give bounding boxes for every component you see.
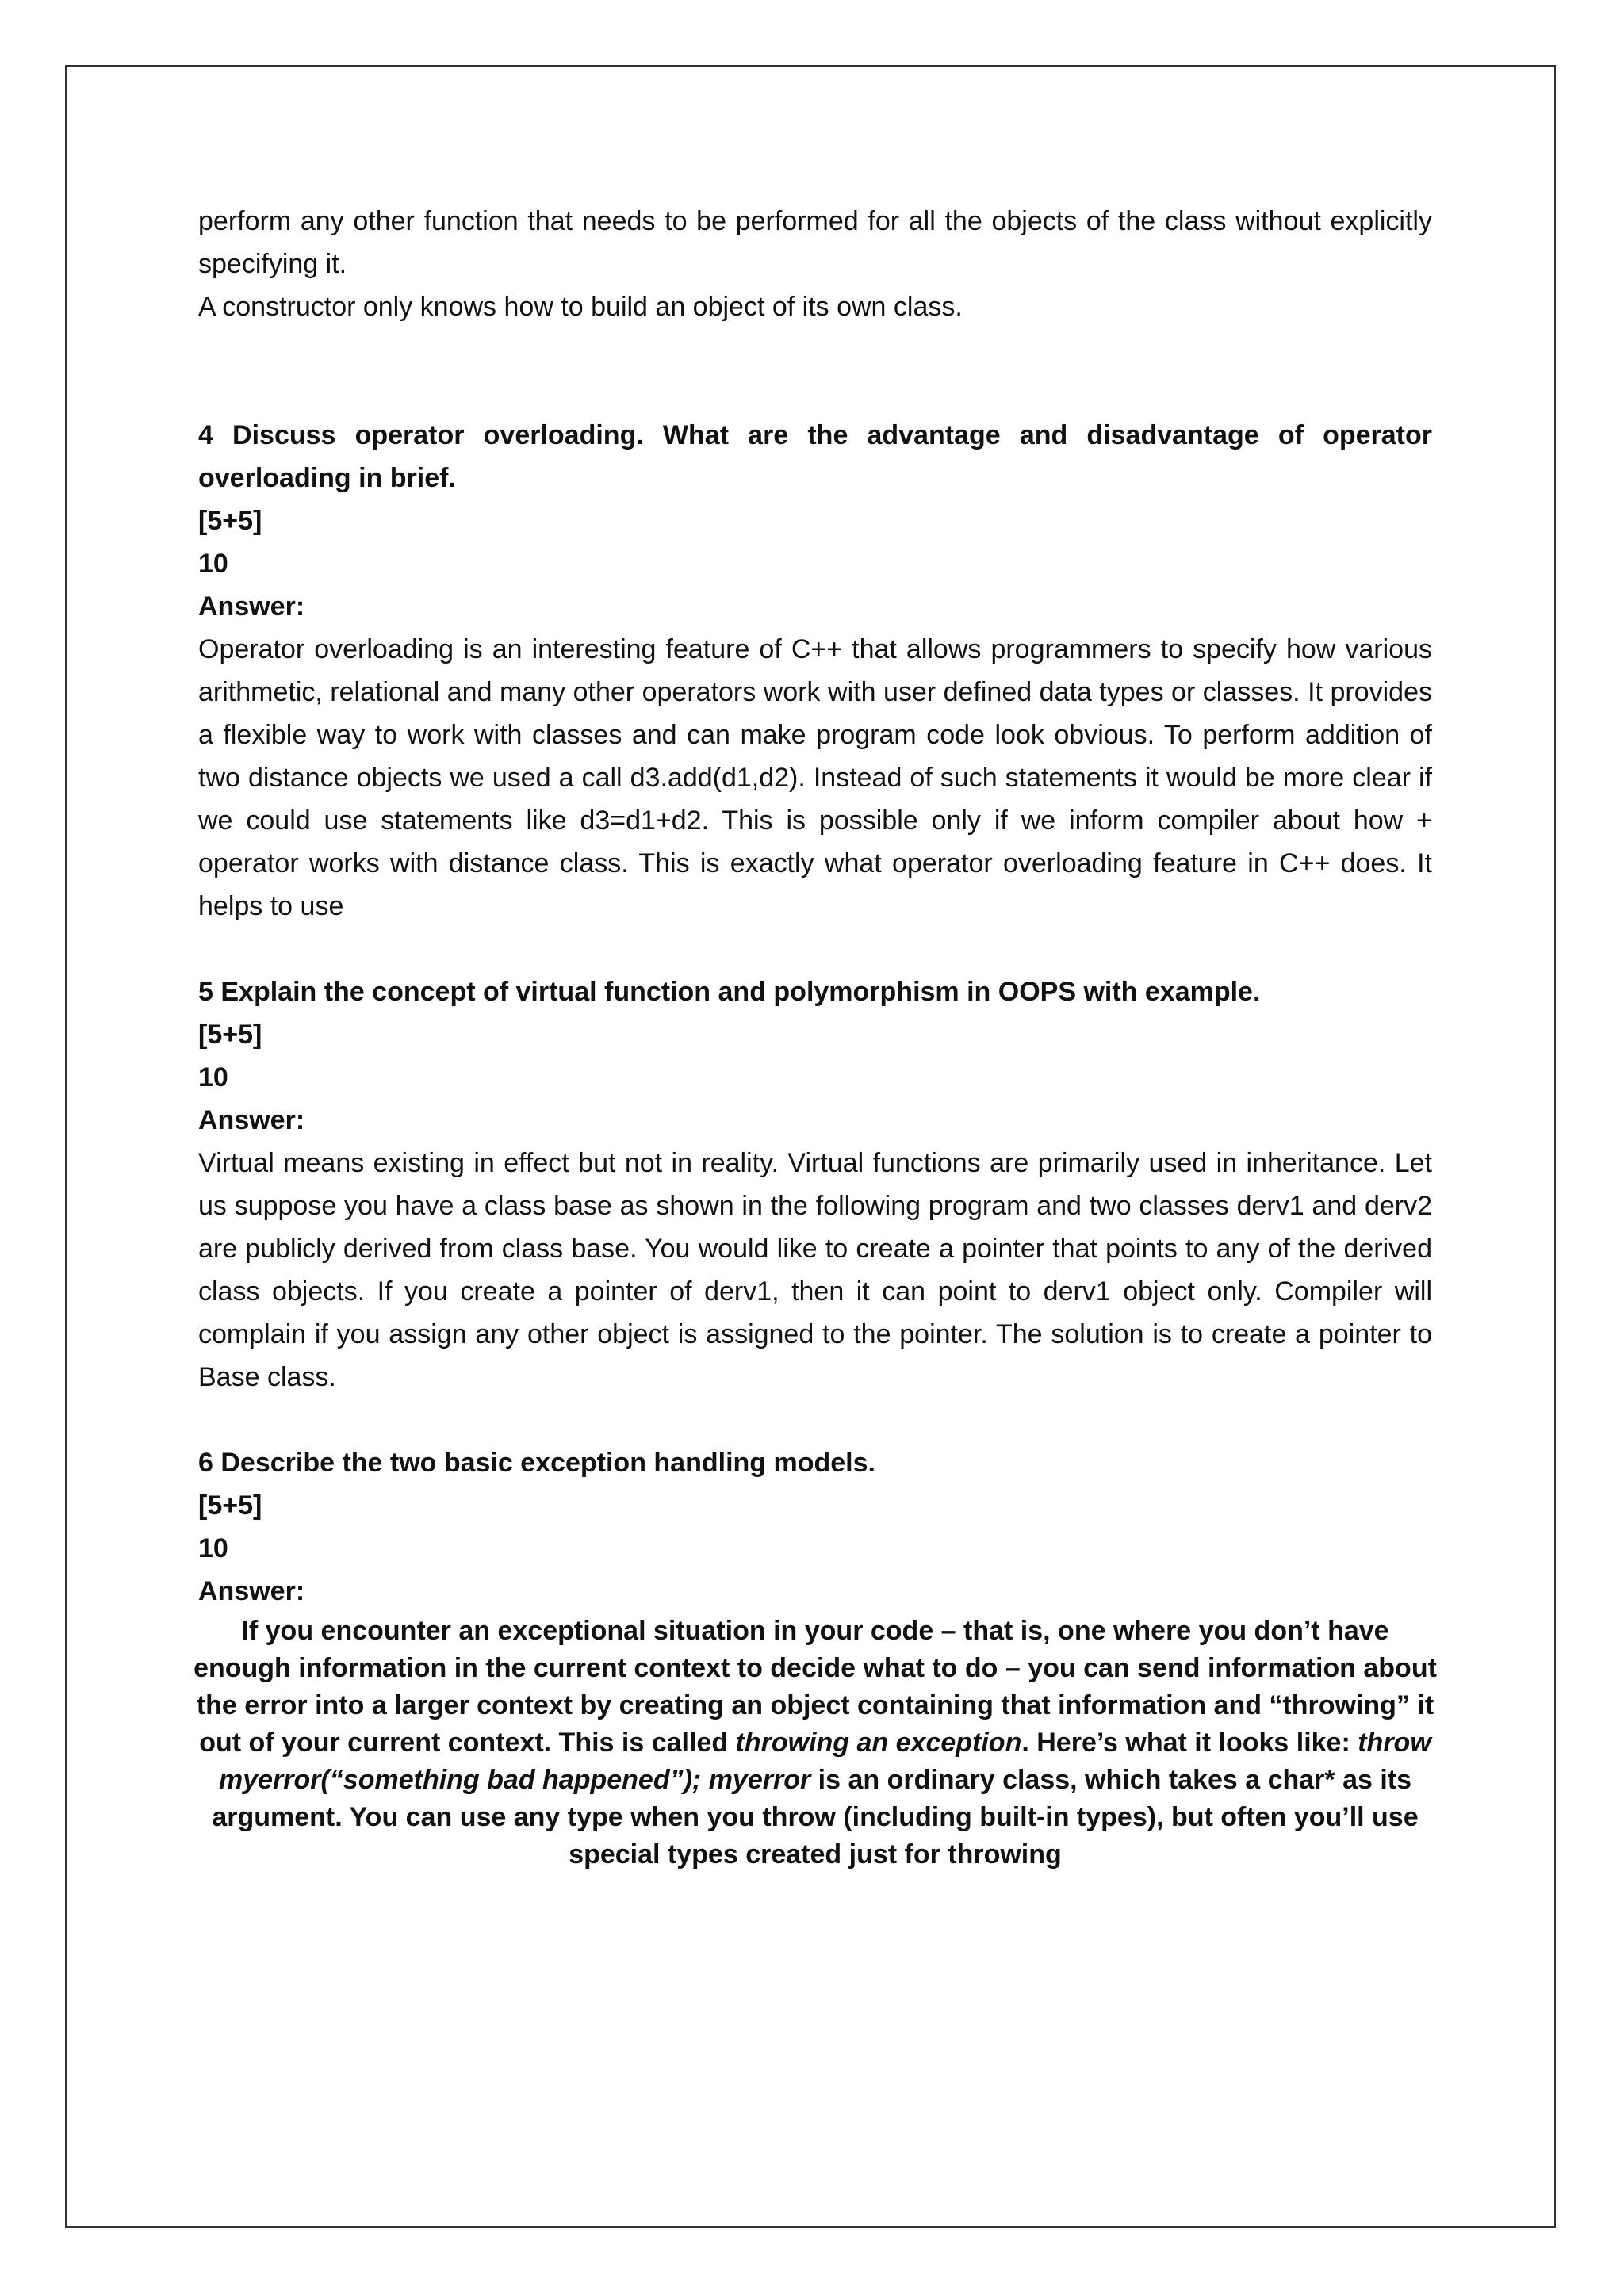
answer-label: Answer:	[198, 591, 305, 622]
marks-split: [5+5]	[198, 1020, 262, 1050]
answer-part: . Here’s what it looks like:	[1021, 1728, 1358, 1758]
intro-paragraph: perform any other function that needs to be performed for all the objects of the class without explicitly specifying it.	[198, 206, 1432, 279]
question-title: 4 Discuss operator overloading. What are the advantage and disadvantage of operator overloading in brief.	[198, 420, 1432, 493]
intro-line: A constructor only knows how to build an object of its own class.	[198, 292, 963, 322]
answer-label: Answer:	[198, 1105, 305, 1135]
answer-part: If you encounter an exceptional situation in your code – that is, one where you don’t have enough information in the current context to decide what to do – you can send information about the error into a larger context by creating an object containing that information and “throwing” it out of your current context. This is called	[193, 1616, 1437, 1758]
spacer	[198, 328, 1432, 414]
marks-split: [5+5]	[198, 1490, 262, 1521]
question-4	[198, 414, 1432, 928]
marks-split: [5+5]	[198, 506, 262, 536]
answer-label: Answer:	[198, 1576, 305, 1606]
question-title: 6 Describe the two basic exception handling models.	[198, 1448, 875, 1478]
answer-italic-part: throw myerror(“something bad happened”); myerror	[218, 1728, 1431, 1795]
question-title: 5 Explain the concept of virtual function and polymorphism in OOPS with example.	[198, 977, 1261, 1007]
answer-text	[193, 1613, 1438, 1873]
question-5	[198, 970, 1432, 1399]
answer-italic-part: throwing an exception	[735, 1728, 1022, 1758]
marks-total: 10	[198, 1533, 228, 1563]
answer-text: Operator overloading is an interesting feature of C++ that allows programmers to specify how various arithmetic, relational and many other operators work with user defined data types or classes. It provides a flexible way to work with classes and can make program code look obvious. To perform addition of two distance objects we used a call d3.add(d1,d2). Instead of such statements it would be more clear if we could use statements like d3=d1+d2. This is possible only if we inform compiler about how + operator works with distance class. This is exactly what operator overloading feature in C++ does. It helps to use	[198, 634, 1432, 921]
answer-part: is an ordinary class, which takes a char* as its argument. You can use any type when you throw (including built-in types), but often you’ll use special types created just for throwing	[212, 1765, 1419, 1869]
document-content	[193, 200, 1437, 1873]
marks-total: 10	[198, 549, 228, 579]
marks-total: 10	[198, 1062, 228, 1093]
spacer	[198, 928, 1432, 970]
question-6	[193, 1441, 1437, 1873]
answer-text: Virtual means existing in effect but not in reality. Virtual functions are primarily used in inheritance. Let us suppose you have a class base as shown in the following program and two classes derv1 and derv2 are publicly derived from class base. You would like to create a pointer that points to any of the derived class objects. If you create a pointer of derv1, then it can point to derv1 object only. Compiler will complain if you assign any other object is assigned to the pointer. The solution is to create a pointer to Base class.	[198, 1148, 1432, 1392]
spacer	[198, 1399, 1432, 1441]
